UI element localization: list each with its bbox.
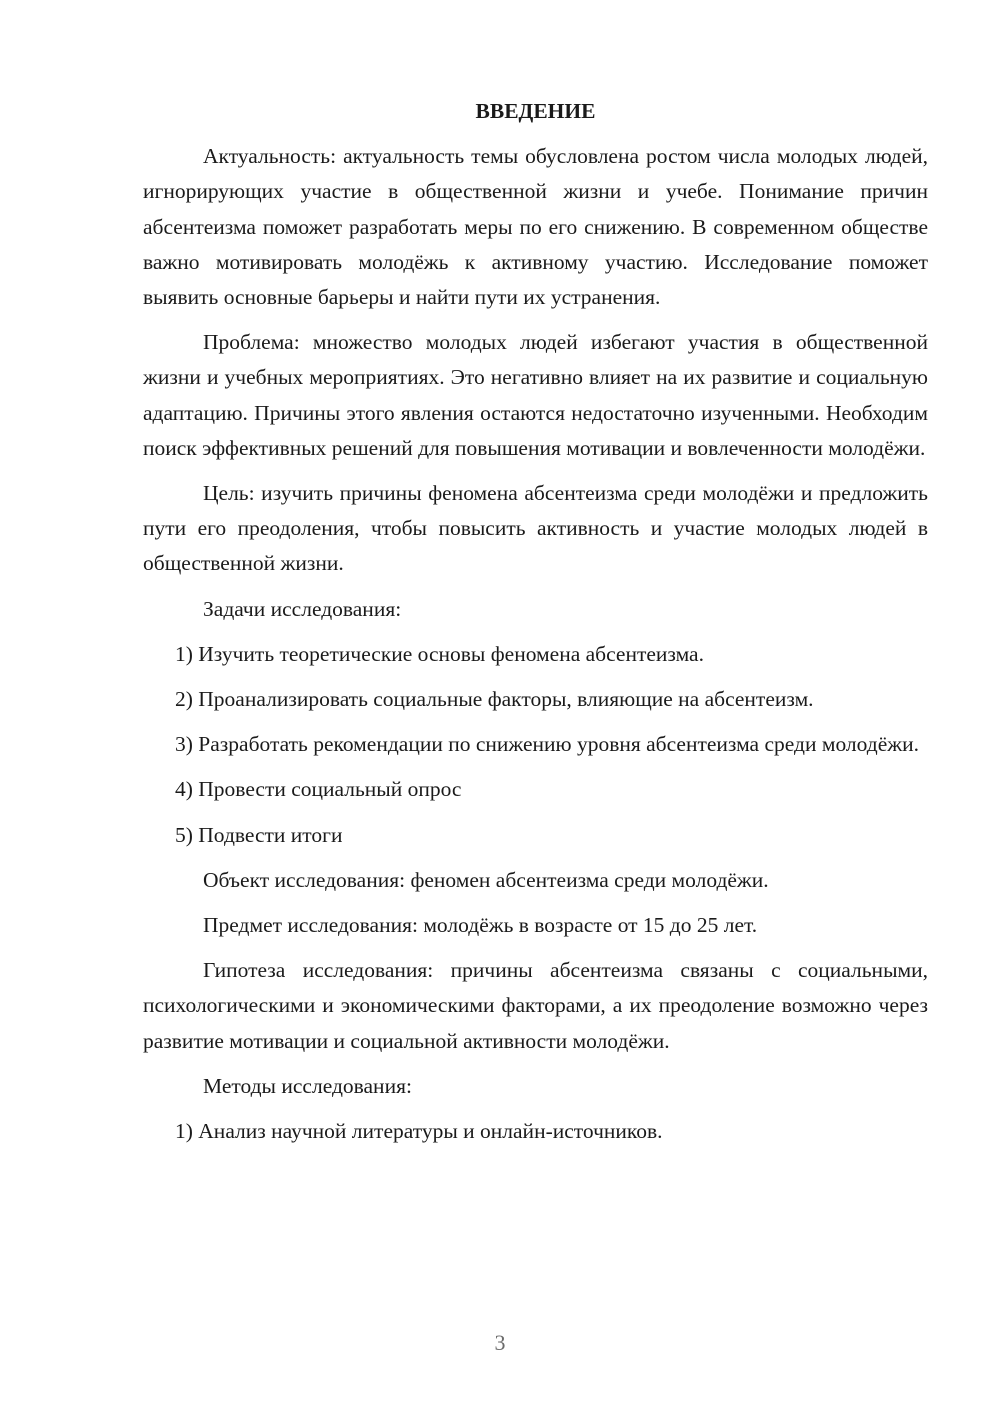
research-object: Объект исследования: феномен абсентеизма среди молодёжи. bbox=[203, 867, 769, 892]
task-item-5: 5) Подвести итоги bbox=[175, 822, 343, 847]
tasks-heading: Задачи исследования: bbox=[203, 596, 402, 621]
methods-heading: Методы исследования: bbox=[203, 1073, 412, 1098]
research-hypothesis: Гипотеза исследования: причины абсентеизма связаны с социальными, психологическими и экономическими факторами, а их преодоление возможно через развитие мотивации и социальной активности молодёжи. bbox=[143, 958, 928, 1053]
task-item-4: 4) Провести социальный опрос bbox=[175, 777, 462, 802]
research-subject: Предмет исследования: молодёжь в возрасте от 15 до 25 лет. bbox=[203, 913, 758, 938]
task-item-3: 3) Разработать рекомендации по снижению уровня абсентеизма среди молодёжи. bbox=[175, 732, 919, 757]
task-item-1: 1) Изучить теоретические основы феномена абсентеизма. bbox=[175, 641, 704, 666]
page-body bbox=[143, 94, 928, 1159]
problem-paragraph: Проблема: множество молодых людей избегают участия в общественной жизни и учебных мероприятиях. Это негативно влияет на их развитие и социальную адаптацию. Причины этого явления остаются недостаточно изученными. Необходим поиск эффективных решений для повышения мотивации и вовлеченности молодёжи. bbox=[143, 330, 928, 460]
goal-paragraph: Цель: изучить причины феномена абсентеизма среди молодёжи и предложить пути его преодоления, чтобы повысить активность и участие молодых людей в общественной жизни. bbox=[143, 481, 928, 576]
page-number: 3 bbox=[494, 1330, 506, 1355]
section-title: ВВЕДЕНИЕ bbox=[475, 99, 596, 123]
task-item-2: 2) Проанализировать социальные факторы, влияющие на абсентеизм. bbox=[175, 687, 814, 712]
method-item-1: 1) Анализ научной литературы и онлайн-источников. bbox=[175, 1119, 663, 1144]
relevance-paragraph: Актуальность: актуальность темы обусловлена ростом числа молодых людей, игнорирующих участие в общественной жизни и учебе. Понимание причин абсентеизма поможет разработать меры по его снижению. В современном обществе важно мотивировать молодёжь к активному участию. Исследование поможет выявить основные барьеры и найти пути их устранения. bbox=[143, 144, 928, 310]
